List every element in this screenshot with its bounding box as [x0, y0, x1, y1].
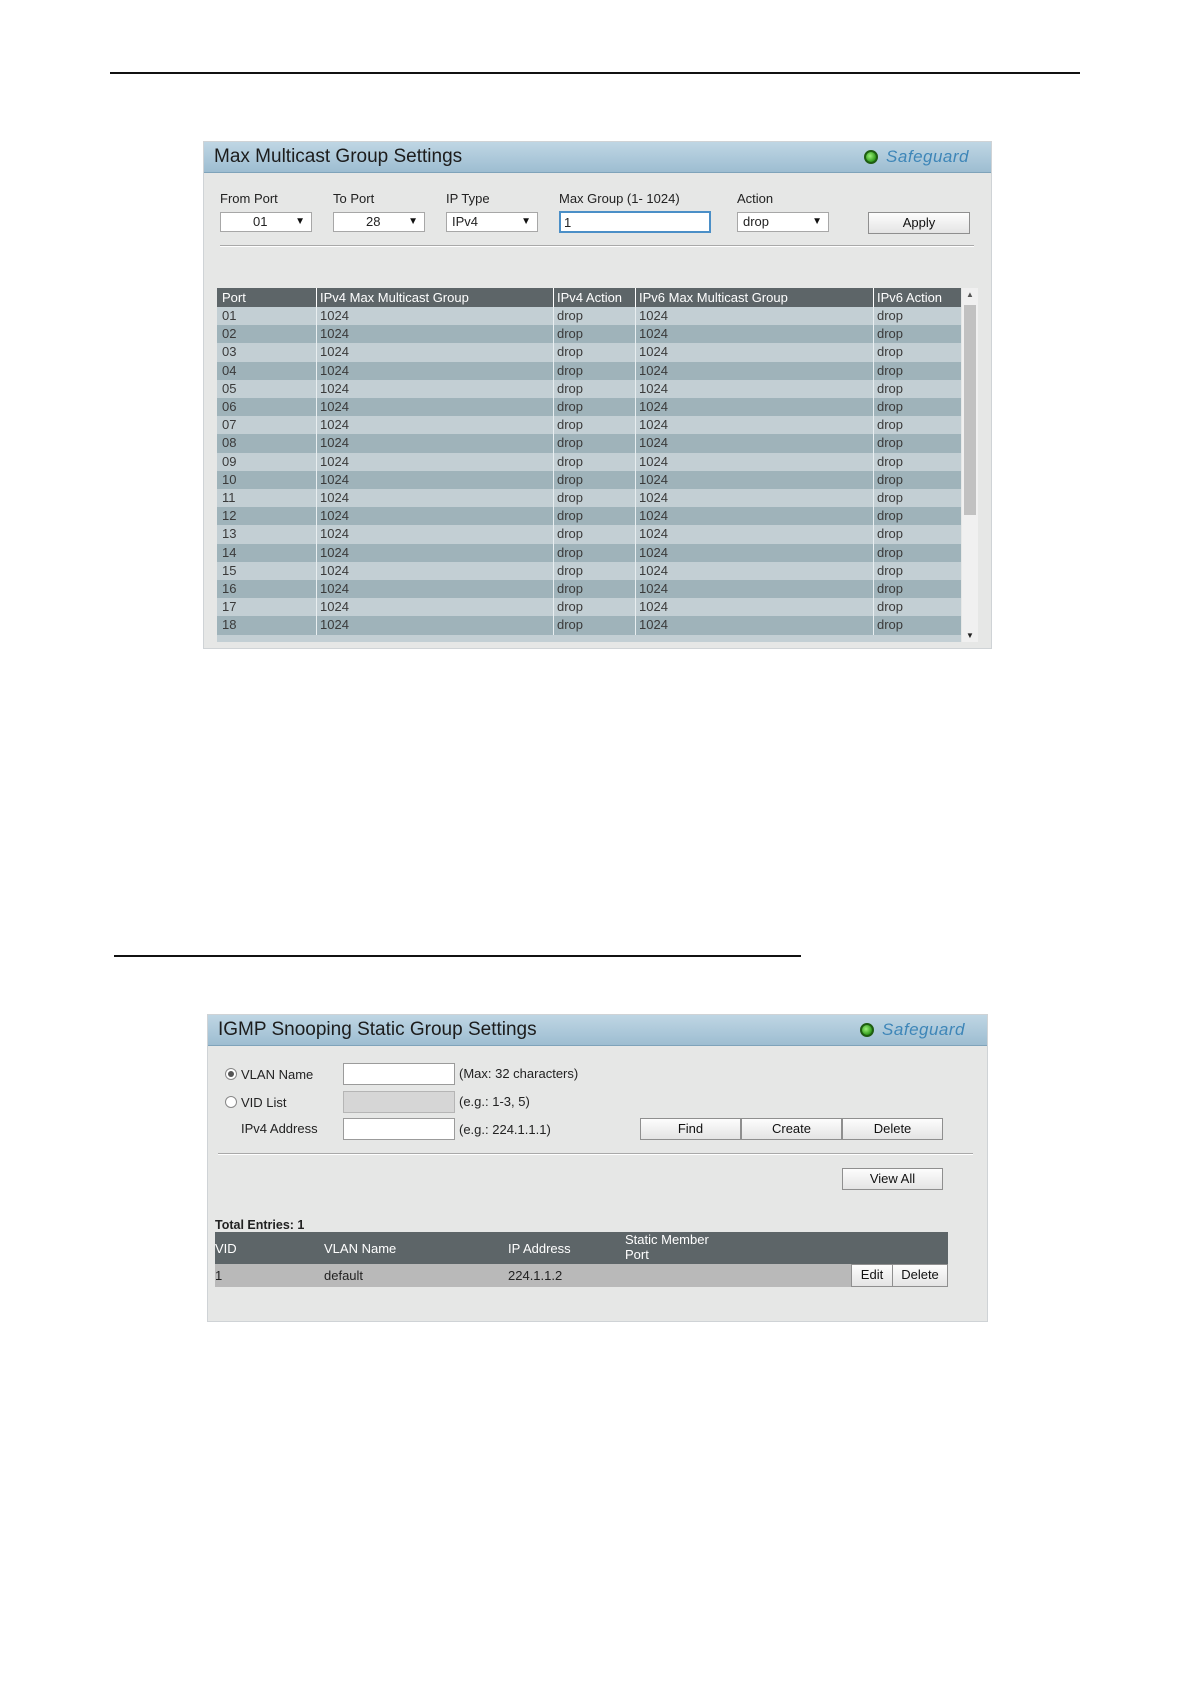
column-separator — [553, 398, 554, 416]
cell-port: 02 — [222, 326, 237, 342]
column-separator — [635, 580, 636, 598]
column-separator — [635, 489, 636, 507]
column-separator — [316, 507, 317, 525]
cell-ipv6-max-group: 1024 — [639, 308, 668, 323]
column-separator — [316, 288, 317, 307]
cell-ipv6-action: drop — [877, 617, 904, 633]
cell-ipv4-action: drop — [557, 326, 584, 342]
table-row — [217, 489, 961, 507]
cell-ipv6-max-group: 1024 — [639, 453, 668, 469]
column-separator — [316, 471, 317, 489]
ipv4-address-input[interactable] — [343, 1118, 455, 1140]
col-vid: VID — [215, 1241, 237, 1256]
cell-ipv6-max-group: 1024 — [639, 562, 668, 578]
cell-ipv6-action: drop — [877, 453, 904, 469]
cell-ipv6-action: drop — [877, 344, 904, 360]
create-button[interactable]: Create — [741, 1118, 842, 1140]
panel-header — [208, 1015, 987, 1046]
table-row — [217, 544, 961, 562]
table-row — [217, 598, 961, 616]
action-select[interactable] — [737, 212, 829, 232]
column-separator — [553, 598, 554, 616]
table-row — [217, 507, 961, 525]
column-separator — [873, 307, 874, 325]
panel-title: Max Multicast Group Settings — [214, 146, 463, 167]
column-separator — [553, 288, 554, 307]
cell-ipv4-action: drop — [557, 544, 584, 560]
vlan-name-hint: (Max: 32 characters) — [459, 1066, 579, 1081]
ipv4-address-label: IPv4 Address — [241, 1121, 318, 1136]
column-separator — [873, 562, 874, 580]
cell-ipv4-max-group: 1024 — [320, 471, 349, 487]
column-separator — [635, 544, 636, 562]
cell-ipv4-max-group: 1024 — [320, 544, 349, 560]
column-separator — [553, 562, 554, 580]
chevron-down-icon: ▼ — [295, 216, 305, 227]
cell-ipv4-max-group: 1024 — [320, 599, 349, 615]
column-separator — [635, 416, 636, 434]
cell-port: 09 — [222, 453, 237, 469]
column-separator — [635, 453, 636, 471]
action-label: Action — [737, 191, 774, 206]
cell-ipv6-action: drop — [877, 508, 904, 524]
cell-ipv4-max-group: 1024 — [320, 490, 349, 505]
column-separator — [553, 380, 554, 398]
table-row — [215, 1264, 948, 1287]
column-separator — [635, 362, 636, 380]
cell-port: 11 — [222, 490, 236, 505]
cell-ipv4-max-group: 1024 — [320, 344, 349, 360]
max-group-input[interactable]: 1 — [559, 211, 711, 233]
cell-ipv4-action: drop — [557, 380, 584, 396]
column-separator — [316, 434, 317, 452]
cell-ipv4-max-group: 1024 — [320, 380, 349, 396]
cell-ipv4-max-group: 1024 — [320, 308, 349, 323]
cell-ipv4-max-group: 1024 — [320, 617, 349, 633]
panel-header — [204, 142, 991, 173]
max-group-label: Max Group (1- 1024) — [559, 191, 680, 206]
column-separator — [873, 598, 874, 616]
cell-port: 14 — [222, 544, 237, 560]
vlan-name-label: VLAN Name — [241, 1067, 314, 1082]
vid-list-hint: (e.g.: 1-3, 5) — [459, 1094, 530, 1109]
cell-ipv4-action: drop — [557, 581, 584, 596]
column-separator — [553, 434, 554, 452]
col-vlan-name: VLAN Name — [324, 1241, 397, 1256]
cell-ipv4-action: drop — [557, 417, 584, 433]
column-separator — [316, 343, 317, 361]
column-separator — [873, 489, 874, 507]
column-separator — [316, 362, 317, 380]
col-ip-address: IP Address — [508, 1241, 571, 1256]
cell-port: 06 — [222, 399, 237, 414]
col-ipv4-action: IPv4 Action — [557, 290, 623, 305]
column-separator — [316, 489, 317, 507]
cell-ipv4-max-group: 1024 — [320, 399, 349, 414]
column-separator — [635, 325, 636, 343]
table-row — [217, 453, 961, 471]
table-row — [217, 307, 961, 325]
from-port-value: 01 — [253, 214, 268, 229]
find-button[interactable]: Find — [640, 1118, 741, 1140]
column-separator — [553, 507, 554, 525]
column-separator — [873, 453, 874, 471]
cell-port: 01 — [222, 308, 237, 323]
cell-ipv4-action: drop — [557, 344, 584, 360]
max-multicast-group-panel — [203, 141, 992, 649]
cell-ipv6-action: drop — [877, 581, 904, 596]
column-separator — [316, 307, 317, 325]
cell-ipv6-action: drop — [877, 435, 904, 451]
view-all-button[interactable]: View All — [842, 1168, 943, 1190]
cell-ipv4-action: drop — [557, 526, 584, 542]
column-separator — [873, 616, 874, 634]
cell-ipv4-max-group: 1024 — [320, 326, 349, 342]
cell-port: 18 — [222, 617, 237, 633]
to-port-value: 28 — [366, 214, 381, 229]
safeguard-label: Safeguard — [882, 1020, 965, 1039]
column-separator — [635, 434, 636, 452]
column-separator — [316, 525, 317, 543]
cell-ipv4-max-group: 1024 — [320, 562, 349, 578]
cell-ipv6-action: drop — [877, 380, 904, 396]
table-row — [217, 343, 961, 361]
column-separator — [553, 325, 554, 343]
column-separator — [553, 616, 554, 634]
column-separator — [635, 471, 636, 489]
column-separator — [635, 380, 636, 398]
cell-ipv4-max-group: 1024 — [320, 581, 349, 596]
vlan-name-input[interactable] — [343, 1063, 455, 1085]
column-separator — [635, 288, 636, 307]
column-separator — [553, 489, 554, 507]
cell-port: 17 — [222, 599, 237, 615]
cell-ipv6-max-group: 1024 — [639, 417, 668, 433]
cell-ipv4-action: drop — [557, 399, 584, 414]
vid-list-radio[interactable] — [225, 1096, 237, 1108]
column-separator — [873, 507, 874, 525]
cell-ipv6-action: drop — [877, 471, 904, 487]
to-port-select[interactable] — [333, 212, 425, 232]
column-separator — [553, 362, 554, 380]
panel-title: IGMP Snooping Static Group Settings — [218, 1019, 537, 1040]
cell-ipv4-max-group: 1024 — [320, 453, 349, 469]
column-separator — [316, 453, 317, 471]
table-row — [217, 380, 961, 398]
column-separator — [553, 307, 554, 325]
vlan-name-radio[interactable] — [225, 1068, 237, 1080]
column-separator — [635, 598, 636, 616]
table-row — [217, 325, 961, 343]
chevron-down-icon: ▼ — [521, 216, 531, 227]
column-separator — [873, 434, 874, 452]
cell-ipv4-action: drop — [557, 562, 584, 578]
cell-ipv6-max-group: 1024 — [639, 362, 668, 378]
table-scrollbar[interactable] — [962, 288, 978, 642]
cell-ipv6-max-group: 1024 — [639, 326, 668, 342]
column-separator — [316, 325, 317, 343]
to-port-label: To Port — [333, 191, 375, 206]
cell-port: 15 — [222, 562, 237, 578]
cell-ipv6-max-group: 1024 — [639, 508, 668, 524]
cell-ipv4-max-group: 1024 — [320, 417, 349, 433]
cell-ipv6-max-group: 1024 — [639, 544, 668, 560]
column-separator — [316, 416, 317, 434]
cell-ipv6-max-group: 1024 — [639, 435, 668, 451]
safeguard-indicator — [860, 1019, 965, 1041]
column-separator — [635, 525, 636, 543]
vid-list-label: VID List — [241, 1095, 287, 1110]
column-separator — [635, 507, 636, 525]
column-separator — [873, 288, 874, 307]
column-separator — [316, 398, 317, 416]
column-separator — [635, 307, 636, 325]
table-row — [217, 471, 961, 489]
cell-ipv6-max-group: 1024 — [639, 471, 668, 487]
column-separator — [873, 544, 874, 562]
ip-type-label: IP Type — [446, 191, 490, 206]
column-separator — [635, 616, 636, 634]
cell-ipv6-action: drop — [877, 599, 904, 615]
cell-port: 04 — [222, 362, 237, 378]
safeguard-label: Safeguard — [886, 147, 969, 166]
cell-port: 13 — [222, 526, 237, 542]
safeguard-status-icon — [860, 1023, 874, 1037]
col-static-member-port: Static Member Port — [625, 1232, 709, 1262]
safeguard-indicator — [864, 146, 969, 168]
cell-port: 03 — [222, 344, 237, 360]
col-ipv4-max-group: IPv4 Max Multicast Group — [320, 290, 469, 305]
cell-ipv6-max-group: 1024 — [639, 344, 668, 360]
cell-port: 07 — [222, 417, 237, 433]
table-row — [217, 562, 961, 580]
cell-ipv4-action: drop — [557, 508, 584, 524]
cell-vlan-name: default — [324, 1268, 364, 1283]
cell-ipv6-action: drop — [877, 399, 904, 414]
cell-vid: 1 — [215, 1268, 223, 1283]
table-row — [217, 434, 961, 452]
table-row — [217, 616, 961, 634]
column-separator — [316, 562, 317, 580]
page-top-rule — [110, 72, 1080, 74]
column-separator — [553, 453, 554, 471]
cell-ipv6-action: drop — [877, 562, 904, 578]
cell-port: 12 — [222, 508, 237, 524]
column-separator — [316, 616, 317, 634]
cell-ipv6-max-group: 1024 — [639, 380, 668, 396]
cell-ipv4-max-group: 1024 — [320, 435, 349, 451]
cell-ipv6-action: drop — [877, 544, 904, 560]
column-separator — [873, 525, 874, 543]
cell-ipv6-max-group: 1024 — [639, 526, 668, 542]
section-rule — [114, 955, 801, 957]
cell-ipv6-action: drop — [877, 526, 904, 542]
column-separator — [553, 525, 554, 543]
cell-ipv6-action: drop — [877, 490, 904, 505]
col-port: Port — [222, 290, 246, 305]
column-separator — [873, 580, 874, 598]
column-separator — [873, 380, 874, 398]
column-separator — [316, 544, 317, 562]
cell-ipv6-max-group: 1024 — [639, 490, 668, 505]
cell-port: 10 — [222, 471, 237, 487]
table-row — [217, 525, 961, 543]
column-separator — [553, 416, 554, 434]
from-port-select[interactable] — [220, 212, 312, 232]
action-value: drop — [743, 214, 770, 229]
column-separator — [316, 598, 317, 616]
table-row — [217, 580, 961, 598]
total-entries: Total Entries: 1 — [215, 1218, 305, 1232]
cell-ipv4-action: drop — [557, 362, 584, 378]
cell-ipv4-action: drop — [557, 471, 584, 487]
cell-port: 08 — [222, 435, 237, 451]
cell-ipv4-action: drop — [557, 435, 584, 451]
column-separator — [873, 343, 874, 361]
column-separator — [553, 544, 554, 562]
column-separator — [873, 325, 874, 343]
cell-ipv4-max-group: 1024 — [320, 362, 349, 378]
apply-button[interactable]: Apply — [868, 212, 970, 234]
scroll-down-icon[interactable]: ▼ — [966, 631, 974, 640]
cell-ipv4-action: drop — [557, 599, 584, 615]
edit-row-button[interactable]: Edit — [851, 1264, 893, 1287]
cell-ipv4-action: drop — [557, 308, 584, 323]
cell-ipv4-max-group: 1024 — [320, 508, 349, 524]
table-header-row — [217, 288, 961, 307]
ip-type-value: IPv4 — [452, 214, 479, 229]
cell-ipv6-max-group: 1024 — [639, 599, 668, 615]
column-separator — [553, 471, 554, 489]
cell-port: 16 — [222, 581, 237, 596]
col-ipv6-action: IPv6 Action — [877, 290, 943, 305]
cell-ipv6-max-group: 1024 — [639, 581, 668, 596]
ipv4-address-hint: (e.g.: 224.1.1.1) — [459, 1122, 551, 1137]
cell-port: 05 — [222, 380, 237, 396]
cell-ipv6-action: drop — [877, 326, 904, 342]
cell-ipv4-action: drop — [557, 617, 584, 633]
from-port-label: From Port — [220, 191, 278, 206]
col-ipv6-max-group: IPv6 Max Multicast Group — [639, 290, 788, 305]
column-separator — [873, 398, 874, 416]
column-separator — [873, 471, 874, 489]
cell-ipv6-action: drop — [877, 417, 904, 433]
column-separator — [316, 380, 317, 398]
cell-ipv6-max-group: 1024 — [639, 617, 668, 633]
column-separator — [553, 343, 554, 361]
chevron-down-icon: ▼ — [408, 216, 418, 227]
table-row — [217, 362, 961, 380]
table-row-partial — [217, 635, 961, 642]
cell-ipv6-max-group: 1024 — [639, 399, 668, 414]
column-separator — [873, 416, 874, 434]
cell-ipv6-action: drop — [877, 362, 904, 378]
table-row — [217, 416, 961, 434]
column-separator — [873, 362, 874, 380]
column-separator — [553, 580, 554, 598]
column-separator — [635, 343, 636, 361]
column-separator — [316, 580, 317, 598]
scroll-up-icon[interactable]: ▲ — [966, 290, 974, 299]
cell-ipv4-max-group: 1024 — [320, 526, 349, 542]
divider — [220, 245, 974, 247]
column-separator — [635, 398, 636, 416]
static-group-table-header — [215, 1232, 948, 1264]
max-multicast-table — [217, 288, 961, 642]
cell-ipv4-action: drop — [557, 453, 584, 469]
cell-ip-address: 224.1.1.2 — [508, 1268, 563, 1283]
delete-row-button[interactable]: Delete — [892, 1264, 948, 1287]
chevron-down-icon: ▼ — [812, 216, 822, 227]
column-separator — [635, 562, 636, 580]
igmp-static-group-panel — [207, 1014, 988, 1322]
safeguard-status-icon — [864, 150, 878, 164]
divider — [218, 1153, 973, 1155]
delete-button[interactable]: Delete — [842, 1118, 943, 1140]
scrollbar-thumb[interactable] — [964, 305, 976, 515]
cell-ipv6-action: drop — [877, 308, 904, 323]
ip-type-select[interactable] — [446, 212, 538, 232]
cell-ipv4-action: drop — [557, 490, 584, 505]
vid-list-input[interactable] — [343, 1091, 455, 1113]
table-row — [217, 398, 961, 416]
